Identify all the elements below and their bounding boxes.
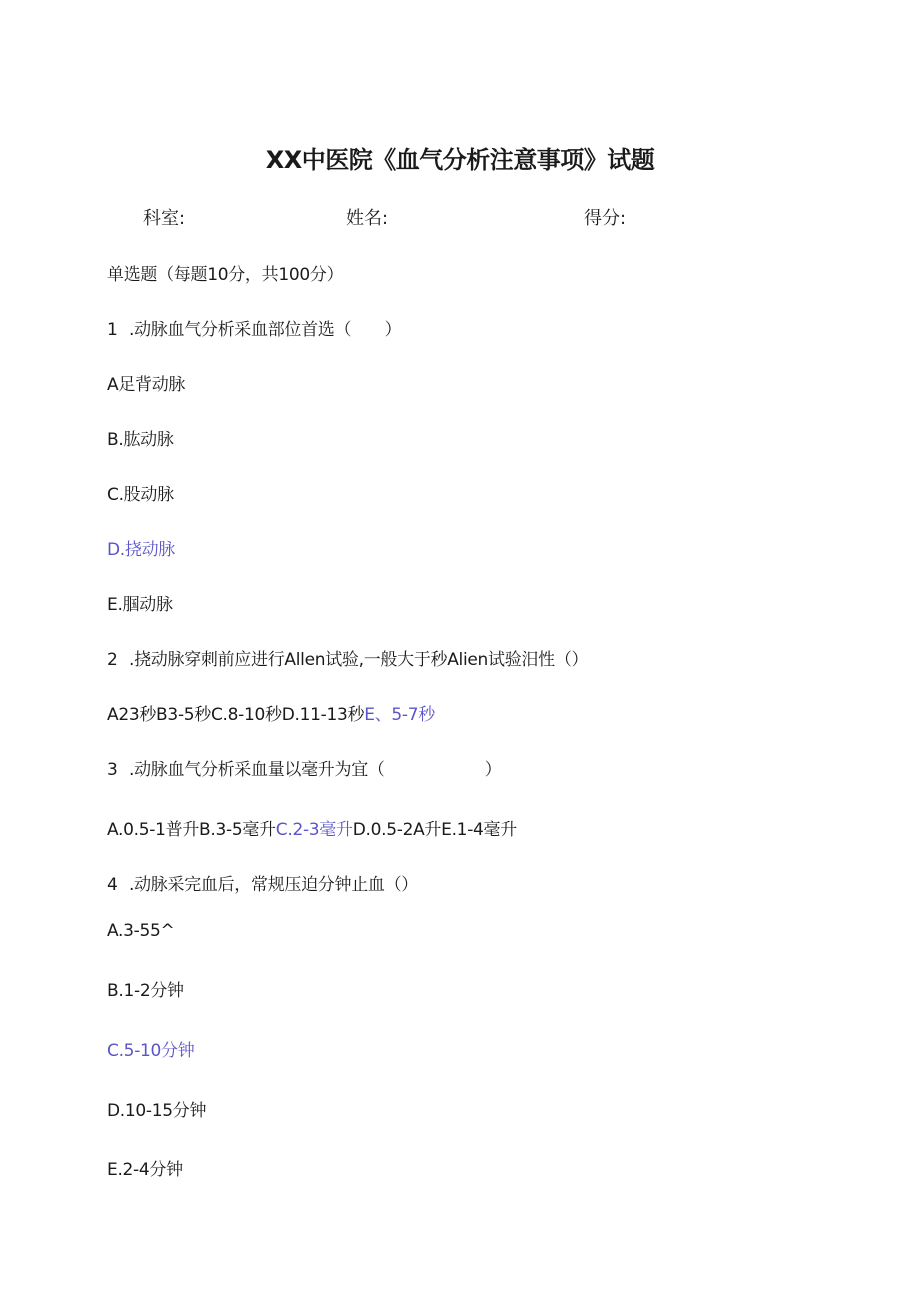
q4-option-c-answer: C.5-10分钟 — [107, 1041, 195, 1061]
q2-option-e-answer: E、5-7秒 — [364, 705, 435, 725]
q1-option-c: C.股动脉 — [107, 485, 174, 505]
q4-option-e: E.2-4分钟 — [107, 1160, 183, 1180]
section-heading: 单选题（每题10分，共100分） — [107, 265, 344, 285]
question-1 — [107, 315, 401, 340]
page-title: XX中医院《血气分析注意事项》试题 — [265, 146, 655, 174]
q1-option-d-answer: D.挠动脉 — [107, 540, 175, 560]
question-text: .动脉血气分析采血量以毫升为宜（ ） — [129, 760, 502, 780]
q4-option-d: D.10-15分钟 — [107, 1101, 207, 1121]
q4-option-b: B.1-2分钟 — [107, 981, 184, 1001]
q3-option-c-answer: C.2-3毫升 — [275, 820, 353, 840]
score-label: 得分: — [584, 208, 627, 229]
q1-option-a: A足背动脉 — [107, 375, 186, 395]
question-2 — [107, 645, 588, 670]
question-3 — [107, 755, 502, 780]
question-number: 2 — [107, 650, 118, 670]
q2-options — [107, 700, 435, 725]
q3-options-after: D.0.5-2A升E.1-4毫升 — [352, 820, 517, 840]
question-number: 4 — [107, 875, 118, 895]
q1-option-b: B.肱动脉 — [107, 430, 174, 450]
question-number: 1 — [107, 320, 118, 340]
question-number: 3 — [107, 760, 118, 780]
q2-options-text: A23秒B3-5秒C.8-10秒D.11-13秒 — [107, 705, 365, 725]
q3-options-before: A.0.5-1普升B.3-5毫升 — [107, 820, 276, 840]
question-text: .动脉采完血后，常规压迫分钟止血（） — [129, 875, 419, 895]
q1-option-e: E.腘动脉 — [107, 595, 173, 615]
question-text: .挠动脉穿刺前应进行Allen试验,一般大于秒Alien试验汨性（） — [129, 650, 589, 670]
name-label: 姓名: — [346, 208, 389, 229]
q3-options — [107, 815, 517, 840]
question-4 — [107, 870, 418, 895]
department-label: 科室: — [143, 208, 186, 229]
question-text: .动脉血气分析采血部位首选（ ） — [129, 320, 402, 340]
q4-option-a: A.3-55^ — [107, 921, 175, 941]
